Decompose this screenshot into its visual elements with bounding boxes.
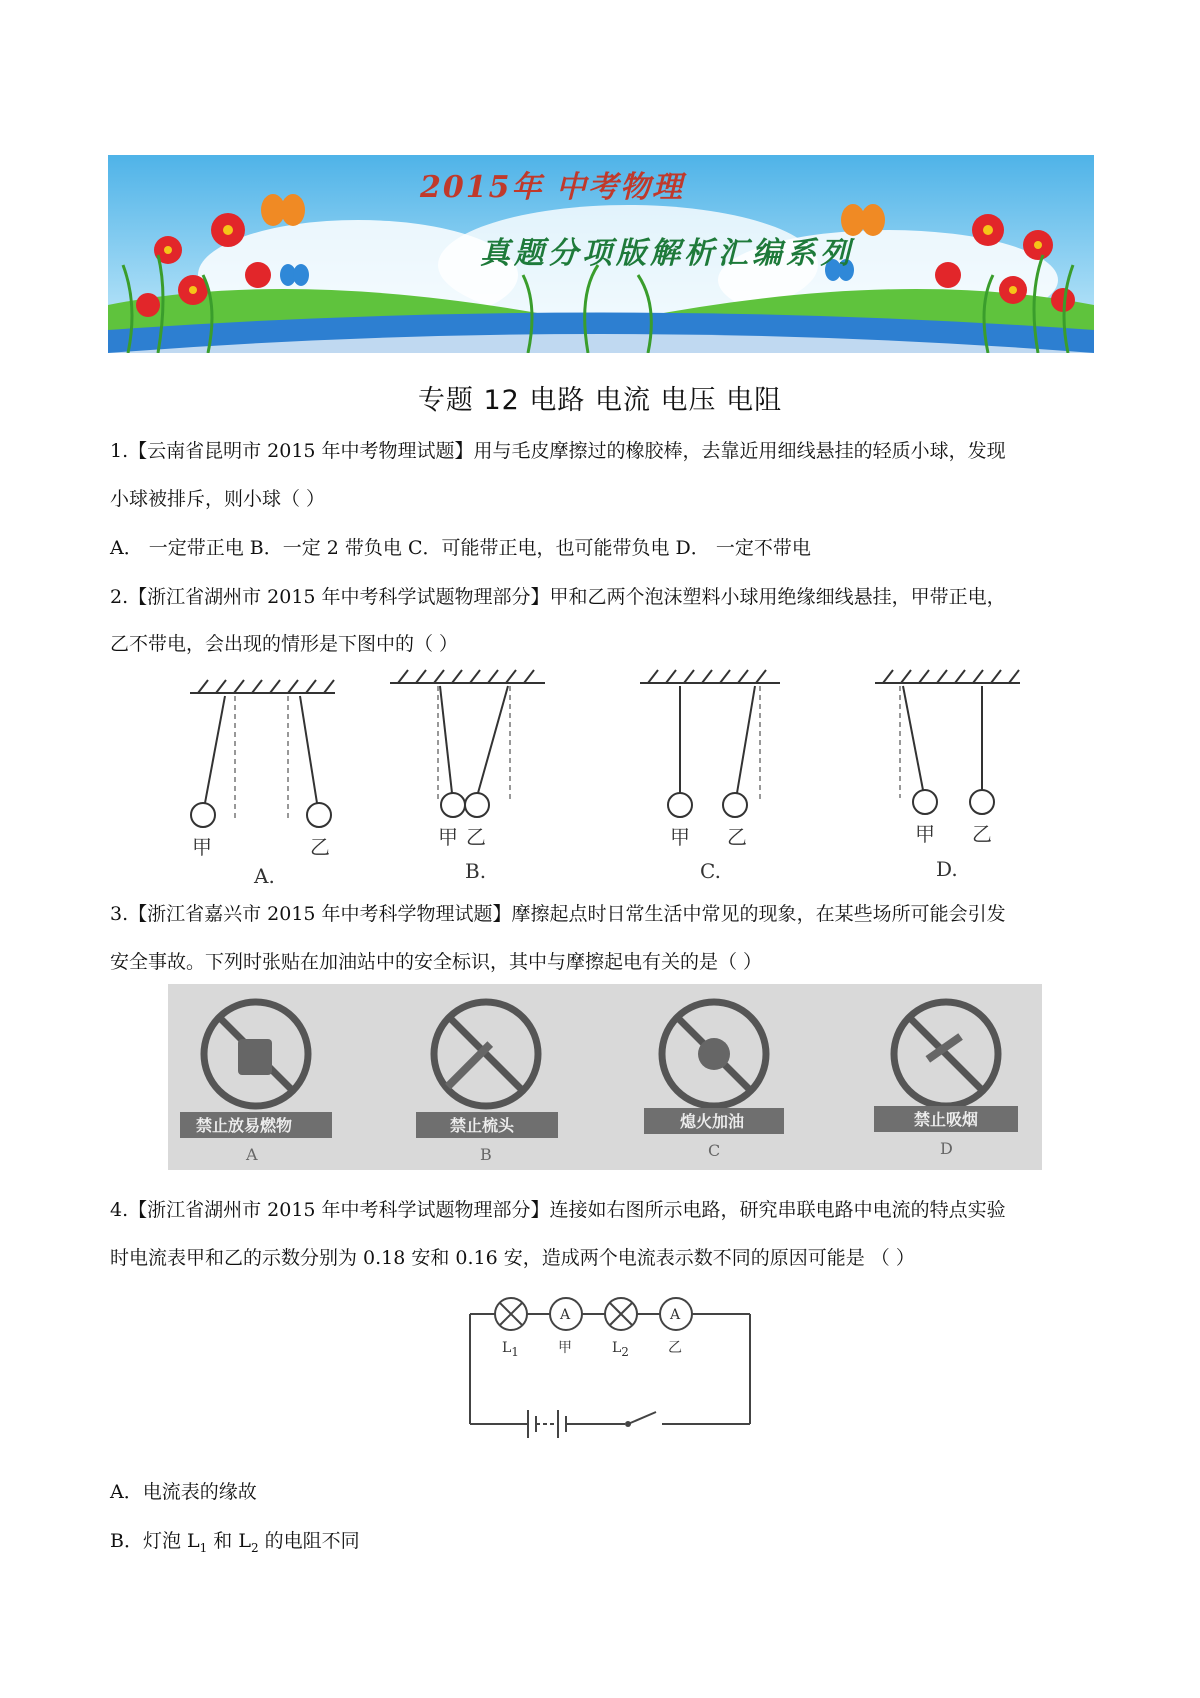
q4-option-b: B．灯泡 $L_1$ 和 $L_2$ 的电阻不同 (110, 1530, 360, 1555)
pend-b-jia: 甲 (438, 825, 458, 849)
meter-2-label: 乙 (668, 1340, 682, 1356)
ammeter-1-symbol: A (560, 1307, 571, 1323)
pend-d-yi: 乙 (972, 822, 992, 846)
pend-c-yi: 乙 (727, 825, 747, 849)
pend-a-yi: 乙 (310, 835, 330, 859)
pend-label-a: A. (254, 864, 275, 888)
sign-d-letter: D (940, 1139, 953, 1158)
safety-signs-figure (168, 984, 1042, 1170)
ammeter-2-symbol: A (670, 1307, 681, 1323)
lamp-2-label: L2 (612, 1340, 629, 1359)
lamp-1-label: L1 (502, 1340, 519, 1359)
q1-options: A． 一定带正电 B．一定 2 带负电 C．可能带正电，也可能带负电 D． 一定不带电 (110, 537, 811, 559)
q3-line1: 3.【浙江省嘉兴市 2015 年中考科学物理试题】摩擦起点时日常生活中常见的现象，在某些场所可能会引发 (110, 903, 1006, 925)
pend-label-c: C. (700, 859, 721, 883)
pend-label-d: D. (936, 857, 958, 881)
q4-line2: 时电流表甲和乙的示数分别为 0.18 安和 0.16 安，造成两个电流表示数不同的原因可能是 （ ） (110, 1247, 915, 1269)
pend-a-jia: 甲 (192, 835, 212, 859)
q4-line1: 4.【浙江省湖州市 2015 年中考科学试题物理部分】连接如右图所示电路，研究串联电路中电流的特点实验 (110, 1199, 1006, 1221)
sign-b-text: 禁止梳头 (450, 1116, 515, 1135)
sign-c-letter: C (708, 1141, 721, 1160)
q3-line2: 安全事故。下列时张贴在加油站中的安全标识，其中与摩擦起电有关的是（ ） (110, 951, 763, 973)
meter-1-label: 甲 (558, 1340, 572, 1356)
banner-title: 2015年 中考物理 (420, 170, 684, 205)
q1-line1: 1.【云南省昆明市 2015 年中考物理试题】用与毛皮摩擦过的橡胶棒，去靠近用细线悬挂的轻质小球，发现 (110, 440, 1006, 462)
pend-label-b: B. (465, 859, 487, 883)
pendulum-figure (170, 668, 1050, 890)
sign-a-letter: A (246, 1145, 258, 1164)
subject-title: 专题 12 电路 电流 电压 电阻 (417, 385, 783, 416)
sign-a-text: 禁止放易燃物 (196, 1116, 293, 1135)
sign-c-text: 熄火加油 (680, 1112, 745, 1131)
circuit-figure (460, 1284, 780, 1454)
q2-line2: 乙不带电，会出现的情形是下图中的（ ） (110, 633, 459, 655)
pend-d-jia: 甲 (915, 822, 935, 846)
q1-line2: 小球被排斥，则小球（ ） (110, 488, 326, 510)
q2-line1: 2.【浙江省湖州市 2015 年中考科学试题物理部分】甲和乙两个泡沫塑料小球用绝缘细线悬挂，甲带正电， (110, 586, 1006, 608)
sign-b-letter: B (480, 1145, 492, 1164)
q4-option-a: A．电流表的缘故 (110, 1481, 257, 1503)
banner-subtitle: 真题分项版解析汇编系列 (480, 236, 854, 271)
pend-c-jia: 甲 (670, 825, 690, 849)
pend-b-yi: 乙 (466, 825, 486, 849)
sign-d-text: 禁止吸烟 (914, 1110, 979, 1129)
